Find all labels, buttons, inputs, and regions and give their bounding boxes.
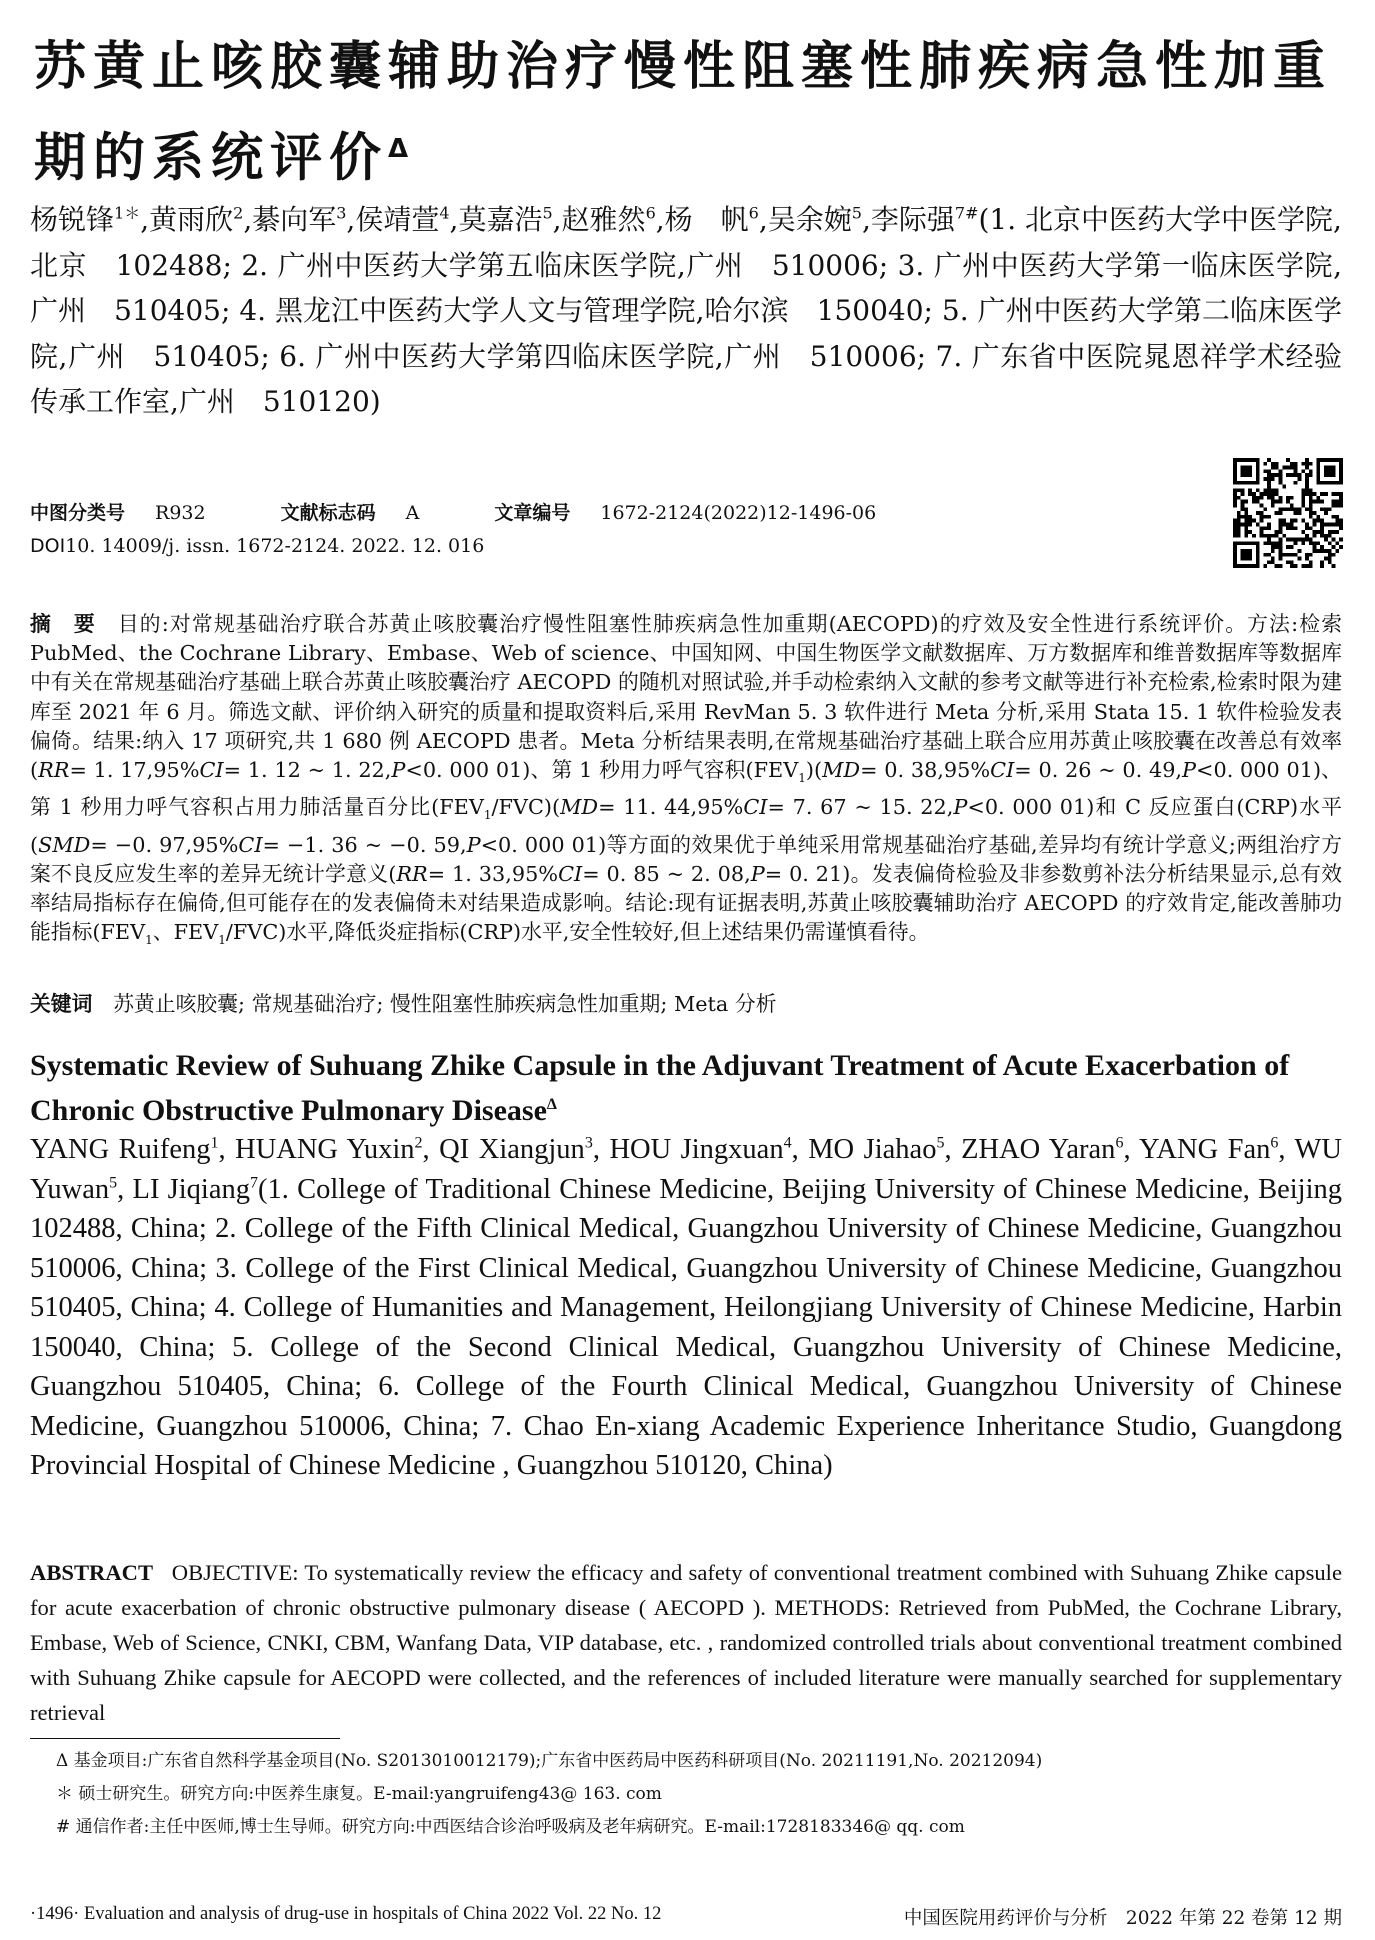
article-title-text: 苏黄止咳胶囊辅助治疗慢性阻塞性肺疾病急性加重期的系统评价 bbox=[34, 37, 1333, 189]
abstract-cn-text: = 1. 33,95% bbox=[427, 861, 559, 886]
subscript: 1 bbox=[483, 808, 492, 823]
abstract-cn-text: 、FEV bbox=[152, 920, 219, 945]
abstract-cn-text: /FVC)( bbox=[491, 795, 561, 820]
footnote-corresponding-author: # 通信作者:主任中医师,博士生导师。研究方向:中西医结合诊治呼吸病及老年病研究。E-mail:1728183346@ qq. com bbox=[56, 1817, 965, 1837]
abstract-cn-text: = 1. 17,95% bbox=[69, 758, 200, 783]
author-affil-mark: 5 bbox=[936, 1134, 945, 1152]
stat-symbol: CI bbox=[558, 861, 583, 886]
subscript: 1 bbox=[145, 933, 153, 948]
author-name: 李际强 bbox=[870, 203, 955, 236]
footnote-first-author: ＊ 硕士研究生。研究方向:中医养生康复。E-mail:yangruifeng43@ 163. com bbox=[56, 1784, 662, 1804]
author-affil-mark: 2 bbox=[233, 203, 244, 223]
author-name: 侯靖萱 bbox=[355, 203, 440, 236]
abstract-cn bbox=[30, 610, 1342, 956]
stat-symbol: RR bbox=[38, 758, 70, 783]
doc-code-label: 文献标志码 bbox=[280, 502, 376, 524]
abstract-cn-text: = 1. 12 ~ 1. 22, bbox=[223, 758, 392, 783]
author-affil-mark: 5 bbox=[851, 203, 862, 223]
author-affil-mark: 7# bbox=[954, 203, 979, 223]
stat-symbol: P bbox=[391, 758, 406, 783]
keywords-cn bbox=[30, 990, 1342, 1019]
author-name-en: WU Yuwan bbox=[30, 1134, 1343, 1205]
abstract-cn-text: = 7. 67 ~ 15. 22, bbox=[767, 795, 954, 820]
author-name: 赵雅然 bbox=[561, 203, 646, 236]
author-affil-mark: 6 bbox=[1115, 1134, 1124, 1152]
qr-code-icon bbox=[1233, 458, 1343, 568]
footnote-divider bbox=[30, 1738, 340, 1739]
keywords-cn-text: 苏黄止咳胶囊; 常规基础治疗; 慢性阻塞性肺疾病急性加重期; Meta 分析 bbox=[113, 992, 777, 1016]
abstract-cn-text: <0. 000 01)、第 1 秒用力呼气容积(FEV bbox=[405, 758, 799, 783]
affiliations-en: (1. College of Traditional Chinese Medicine, Beijing University of Chinese Medicine, Beijing 102488, China; 2. College of the Fifth Clinical Medical, Guangzhou University of Chinese Medicine, Guangzhou 510006, China; 3. College of the First Clinical Medical, Guangzhou University of Chinese Medicine, Guangzhou 510405, China; 4. College of Humanities and Management, Heilongjiang University of Chinese Medicine, Harbin 150040, China; 5. College of the Second Clinical Medical, Guangzhou University of Chinese Medicine, Guangzhou 510405, China; 6. College of the Fourth Clinical Medical, Guangzhou University of Chinese Medicine, Guangzhou 510006, China; 7. Chao En-xiang Academic Experience Inheritance Studio, Guangdong Provincial Hospital of Chinese Medicine , Guangzhou 510120, China) bbox=[30, 1173, 1342, 1481]
article-title-en-text: Systematic Review of Suhuang Zhike Capsule in the Adjuvant Treatment of Acute Exacerbation of Chronic Obstructive Pulmonary Disease bbox=[30, 1049, 1290, 1127]
article-number-value: 1672-2124(2022)12-1496-06 bbox=[600, 502, 877, 524]
stat-symbol: RR bbox=[396, 861, 428, 886]
author-name: 杨 帆 bbox=[664, 203, 749, 236]
page-footer-left: ·1496· Evaluation and analysis of drug-use in hospitals of China 2022 Vol. 22 No. 12 bbox=[30, 1904, 662, 1924]
abstract-cn-text: = 11. 44,95% bbox=[598, 795, 744, 820]
abstract-cn-text: <0. 000 01)、第 1 秒用力呼气容积占用力肺活量百分比(FEV bbox=[30, 758, 1342, 820]
doi-row bbox=[30, 535, 484, 557]
author-name-en: YANG Fan bbox=[1139, 1134, 1271, 1165]
abstract-cn-text: )( bbox=[805, 758, 823, 783]
stat-symbol: CI bbox=[199, 758, 224, 783]
author-affil-mark: 4 bbox=[783, 1134, 792, 1152]
author-affil-mark: 7 bbox=[250, 1174, 258, 1191]
author-name: 綦向军 bbox=[252, 203, 337, 236]
abstract-cn-text: = 0. 38,95% bbox=[860, 758, 991, 783]
authors-cn: 杨锐锋$^{1*}$,黄雨欣$^2$,綦向军$^3$,侯靖萱$^4$,莫嘉浩$^5$,赵雅然$^6$,杨 帆$^6$,吴余婉$^5$,李际强$^{7\#}$(1. 北京中医药大学中医学院,北京 102488; 2. 广州中医药大学第五临床医学院,广州 510006; 3. 广州中医药大学第一临床医学院,广州 510405; 4. 黑龙江中医药大学人文与管理学院,哈尔滨 150040; 5. 广州中医药大学第二临床医学院,广州 510405; 6. 广州中医药大学第四临床医学院,广州 510006; 7. 广东省中医院晁恩祥学术经验传承工作室,广州 510120) bbox=[30, 203, 1342, 418]
abstract-cn-text: = −1. 36 ~ −0. 59, bbox=[262, 832, 467, 857]
stat-symbol: CI bbox=[743, 795, 768, 820]
abstract-en-text: OBJECTIVE: To systematically review the efficacy and safety of conventional treatment combined with Suhuang Zhike capsule for acute exacerbation of chronic obstructive pulmonary disease ( AECOPD ). METHODS: Retrieved from PubMed, the Cochrane Library, Embase, Web of Science, CNKI, CBM, Wanfang Data, VIP database, etc. , randomized controlled trials about conventional treatment combined with Suhuang Zhike capsule for AECOPD were collected, and the references of included literature were manually searched for supplementary retrieval bbox=[30, 1560, 1342, 1725]
doc-code-value: A bbox=[405, 502, 420, 524]
author-name-en: ZHAO Yaran bbox=[961, 1134, 1116, 1165]
article-meta bbox=[30, 498, 876, 525]
abstract-en-heading: ABSTRACT bbox=[30, 1560, 154, 1585]
author-name: 莫嘉浩 bbox=[458, 203, 543, 236]
authors-en: YANG Ruifeng$^1$, HUANG Yuxin$^2$, QI Xiangjun$^3$, HOU Jingxuan$^4$, MO Jiahao$^5$, ZHAO Yaran$^6$, YANG Fan$^6$, WU Yuwan$^5$, LI Jiqiang$^7$(1. College of Traditional Chinese Medicine, Beijing University of Chinese Medicine, Beijing 102488, China; 2. College of the Fifth Clinical Medical, Guangzhou University of Chinese Medicine, Guangzhou 510006, China; 3. College of the First Clinical Medical, Guangzhou University of Chinese Medicine, Guangzhou 510405, China; 4. College of Humanities and Management, Heilongjiang University of Chinese Medicine, Harbin 150040, China; 5. College of the Second Clinical Medical, Guangzhou University of Chinese Medicine, Guangzhou 510405, China; 6. College of the Fourth Clinical Medical, Guangzhou University of Chinese Medicine, Guangzhou 510006, China; 7. Chao En-xiang Academic Experience Inheritance Studio, Guangdong Provincial Hospital of Chinese Medicine , Guangzhou 510120, China) bbox=[30, 1134, 1343, 1481]
footnote-fund: Δ 基金项目:广东省自然科学基金项目(No. S2013010012179);广东省中医药局中医药科研项目(No. 20211191,No. 20212094) bbox=[56, 1751, 1043, 1771]
author-affil-mark: 6 bbox=[748, 203, 759, 223]
author-affil-mark: 2 bbox=[414, 1134, 423, 1152]
stat-symbol: CI bbox=[990, 758, 1015, 783]
stat-symbol: MD bbox=[822, 758, 861, 783]
abstract-en bbox=[30, 1555, 1342, 1730]
author-name-en: YANG Ruifeng bbox=[30, 1134, 211, 1165]
subscript: 1 bbox=[798, 771, 806, 786]
abstract-cn-text: <0. 000 01)等方面的效果优于单纯采用常规基础治疗基础,差异均有统计学意义;两组治疗方案不良反应发生率的差异无统计学意义( bbox=[30, 832, 1342, 886]
affiliations-cn: (1. 北京中医药大学中医学院,北京 102488; 2. 广州中医药大学第五临床医学院,广州 510006; 3. 广州中医药大学第一临床医学院,广州 510405; 4. 黑龙江中医药大学人文与管理学院,哈尔滨 150040; 5. 广州中医药大学第二临床医学院,广州 510405; 6. 广州中医药大学第四临床医学院,广州 510006; 7. 广东省中医院晁恩祥学术经验传承工作室,广州 510120) bbox=[30, 203, 1342, 418]
author-affil-mark: 5 bbox=[109, 1174, 118, 1191]
subscript: 1 bbox=[218, 933, 226, 948]
abstract-cn-text: <0. 000 01)和 C 反应蛋白(CRP)水平( bbox=[30, 795, 1342, 857]
stat-symbol: P bbox=[1182, 758, 1197, 783]
abstract-cn-text: = 0. 26 ~ 0. 49, bbox=[1014, 758, 1183, 783]
stat-symbol: P bbox=[750, 861, 765, 886]
abstract-cn-text: = −0. 97,95% bbox=[90, 832, 239, 857]
author-name: 黄雨欣 bbox=[149, 203, 234, 236]
stat-symbol: P bbox=[953, 795, 968, 820]
title-en-fund-mark: Δ bbox=[546, 1096, 557, 1113]
abstract-cn-text: 目的:对常规基础治疗联合苏黄止咳胶囊治疗慢性阻塞性肺疾病急性加重期(AECOPD)的疗效及安全性进行系统评价。方法:检索 PubMed、the Cochrane Library、Embase、Web of science、中国知网、中国生物医学文献数据库、万方数据库和维普数据库等数据库中有关在常规基础治疗基础上联合苏黄止咳胶囊治疗 AECOPD 的随机对照试验,并手动检索纳入文献的参考文献等进行补充检索,检索时限为建库至 2021 年 6 月。筛选文献、评价纳入研究的质量和提取资料后,采用 RevMan 5. 3 软件进行 Meta 分析,采用 Stata 15. 1 软件检验发表偏倚。结果:纳入 17 项研究,共 1 680 例 AECOPD 患者。Meta 分析结果表明,在常规基础治疗基础上联合应用苏黄止咳胶囊在改善总有效率( bbox=[30, 612, 1343, 783]
author-name: 杨锐锋 bbox=[30, 203, 115, 236]
footnotes bbox=[56, 1745, 1346, 1844]
article-number-label: 文章编号 bbox=[494, 502, 571, 524]
author-affil-mark: 1＊ bbox=[114, 203, 141, 223]
stat-symbol: SMD bbox=[38, 832, 91, 857]
abstract-cn-heading: 摘 要 bbox=[30, 612, 96, 636]
article-title-en bbox=[30, 1046, 1342, 1130]
author-affil-mark: 3 bbox=[336, 203, 347, 223]
author-affil-mark: 5 bbox=[542, 203, 553, 223]
author-affil-mark: 6 bbox=[645, 203, 656, 223]
author-affil-mark: 6 bbox=[1270, 1134, 1279, 1152]
clc-value: R932 bbox=[155, 502, 206, 524]
stat-symbol: MD bbox=[560, 795, 599, 820]
clc-label: 中图分类号 bbox=[30, 502, 126, 524]
author-name-en: QI Xiangjun bbox=[439, 1134, 585, 1165]
author-name-en: MO Jiahao bbox=[808, 1134, 937, 1165]
author-name-en: HOU Jingxuan bbox=[609, 1134, 784, 1165]
abstract-cn-text: = 0. 21)。发表偏倚检验及非参数剪补法分析结果显示,总有效率结局指标存在偏倚,但可能存在的发表偏倚未对结果造成影响。结论:现有证据表明,苏黄止咳胶囊辅助治疗 AECOPD 的疗效肯定,能改善肺功能指标(FEV bbox=[30, 861, 1342, 945]
author-affil-mark: 1 bbox=[210, 1134, 219, 1152]
author-name: 吴余婉 bbox=[767, 203, 852, 236]
keywords-cn-heading: 关键词 bbox=[30, 992, 93, 1016]
doi-link[interactable]: 10. 14009/j. issn. 1672-2124. 2022. 12. 016 bbox=[65, 535, 485, 557]
author-name-en: HUANG Yuxin bbox=[235, 1134, 415, 1165]
author-name-en: LI Jiqiang bbox=[132, 1173, 250, 1205]
author-affil-mark: 4 bbox=[439, 203, 450, 223]
abstract-cn-text: = 0. 85 ~ 2. 08, bbox=[582, 861, 751, 886]
abstract-cn-text: /FVC)水平,降低炎症指标(CRP)水平,安全性较好,但上述结果仍需谨慎看待。 bbox=[225, 920, 930, 945]
article-title bbox=[34, 26, 1344, 199]
stat-symbol: P bbox=[466, 832, 481, 857]
author-affil-mark: 3 bbox=[584, 1134, 593, 1152]
stat-symbol: CI bbox=[238, 832, 263, 857]
title-fund-mark: Δ bbox=[388, 134, 409, 164]
doi-label: DOI bbox=[30, 535, 66, 557]
page-footer-right: 中国医院用药评价与分析 2022 年第 22 卷第 12 期 bbox=[903, 1908, 1342, 1929]
